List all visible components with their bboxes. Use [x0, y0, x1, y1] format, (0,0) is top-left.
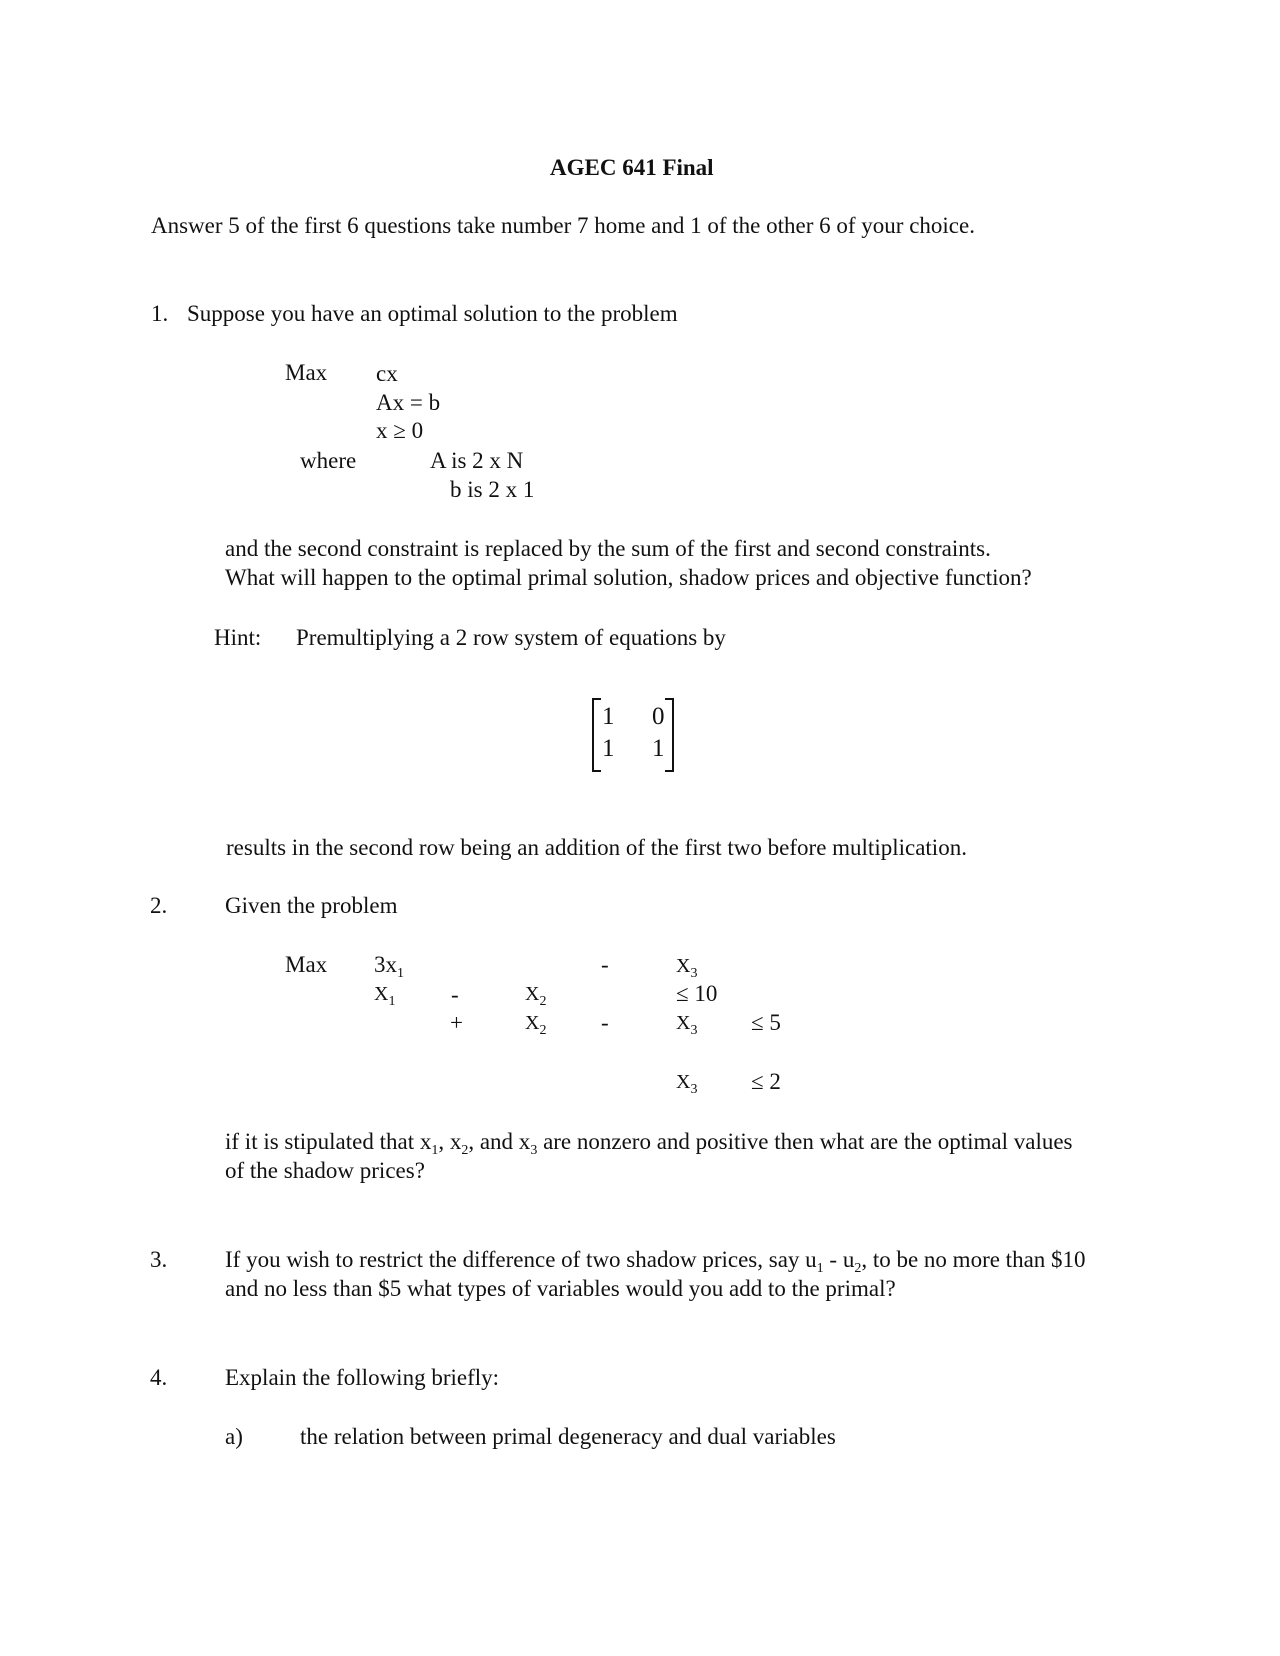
objective-term-x1: $3x_1$ [374, 952, 404, 981]
hint-label: Hint: [214, 625, 262, 650]
question-intro: Suppose you have an optimal solution to the problem [187, 301, 678, 326]
question-body-line-1: and the second constraint is replaced by the sum of the first and second constraints. [225, 536, 991, 561]
max-label: Max [285, 952, 328, 977]
c1-operator: - [451, 982, 459, 1007]
question-number: 1. [151, 301, 169, 326]
matrix [592, 698, 674, 770]
c2-operator-plus: + [450, 1010, 463, 1035]
question-number: 3. [150, 1247, 168, 1272]
where-line-2: b is 2 x 1 [450, 477, 535, 502]
hint-text: Premultiplying a 2 row system of equations by [296, 625, 726, 650]
matrix-cell: 0 [652, 703, 665, 730]
c2-term-x2: $X_2$ [525, 1012, 547, 1038]
subquestion-text: the relation between primal degeneracy and dual variables [300, 1424, 836, 1449]
question-number: 4. [150, 1365, 168, 1390]
c3-term-x3: $X_3$ [676, 1071, 698, 1097]
question-number: 2. [150, 893, 168, 918]
where-line-1: A is 2 x N [430, 448, 524, 473]
c3-rhs: ≤ 2 [751, 1069, 781, 1094]
c1-rhs: ≤ 10 [676, 981, 718, 1006]
question-body-line-2: and no less than $5 what types of variables would you add to the primal? [225, 1276, 896, 1301]
question-intro: Given the problem [225, 893, 398, 918]
max-label: Max [285, 360, 328, 385]
objective: cx [376, 361, 398, 386]
question-intro: Explain the following briefly: [225, 1365, 500, 1390]
objective-term-x3: $X_3$ [676, 955, 698, 981]
instructions: Answer 5 of the first 6 questions take number 7 home and 1 of the other 6 of your choice. [151, 213, 975, 238]
page-title: AGEC 641 Final [550, 155, 714, 180]
question-body-line-1: if it is stipulated that $x_1$, $x_2$, and $x_3$ are nonzero and positive then what are the optimal values [225, 1129, 1073, 1158]
question-body-line-2: What will happen to the optimal primal solution, shadow prices and objective function? [225, 565, 1032, 590]
question-body-line-1: If you wish to restrict the difference of two shadow prices, say $u_1 - u_2$, to be no more than $10 [225, 1247, 1086, 1276]
matrix-cell: 1 [602, 703, 615, 730]
c2-term-x3: $X_3$ [676, 1012, 698, 1038]
question-body-line-2: of the shadow prices? [225, 1158, 425, 1183]
objective-operator: - [601, 952, 609, 977]
where-label: where [300, 448, 357, 473]
c1-term-x2: $X_2$ [525, 983, 547, 1009]
c2-operator-minus: - [601, 1010, 609, 1035]
matrix-cell: 1 [652, 735, 665, 762]
subquestion-label: a) [225, 1424, 243, 1449]
constraint-1: Ax = b [376, 390, 441, 415]
constraint-2: x ≥ 0 [376, 418, 424, 443]
matrix-cell: 1 [602, 735, 615, 762]
hint-result: results in the second row being an addition of the first two before multiplication. [226, 835, 967, 860]
matrix-right-bracket [665, 698, 674, 772]
matrix-left-bracket [592, 698, 601, 772]
c2-rhs: ≤ 5 [751, 1010, 781, 1035]
c1-term-x1: $X_1$ [374, 983, 396, 1009]
